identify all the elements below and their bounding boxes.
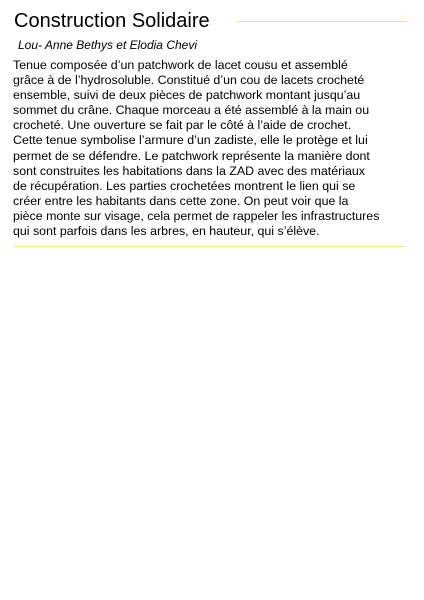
- body-line: grâce à de l’hydrosoluble. Constitué d’un cou de lacets crocheté: [13, 73, 365, 88]
- body-line: pièce monte sur visage, cela permet de rappeler les infrastructures: [13, 208, 380, 223]
- body-line: crocheté. Une ouverture se fait par le côté à l’aide de crochet.: [13, 118, 352, 133]
- title-divider: [237, 21, 407, 22]
- body-line: de récupération. Les parties crochetées montrent le lien qui se: [13, 178, 356, 193]
- body-line: permet de se défendre. Le patchwork représente la manière dont: [13, 148, 370, 163]
- body-line: Tenue composée d’un patchwork de lacet cousu et assemblé: [13, 58, 348, 72]
- body-line: créer entre les habitants dans cette zone. On peut voir que la: [13, 193, 349, 208]
- authors-line: Lou- Anne Bethys et Elodia Chevi: [18, 38, 197, 52]
- body-line: ensemble, suivi de deux pièces de patchwork montant jusqu’au: [13, 88, 361, 103]
- body-line: Cette tenue symbolise l’armure d’un zadiste, elle le protège et lui: [13, 133, 368, 148]
- body-paragraph: [13, 58, 405, 239]
- body-line: sont construites les habitations dans la ZAD avec des matériaux: [13, 163, 365, 178]
- bottom-divider: [13, 246, 406, 247]
- body-line: sommet du crâne. Chaque morceau a été assemblé à la main ou: [13, 103, 370, 118]
- body-line: qui sont parfois dans les arbres, en hauteur, qui s’élève.: [13, 224, 320, 239]
- page-title: Construction Solidaire: [14, 10, 210, 32]
